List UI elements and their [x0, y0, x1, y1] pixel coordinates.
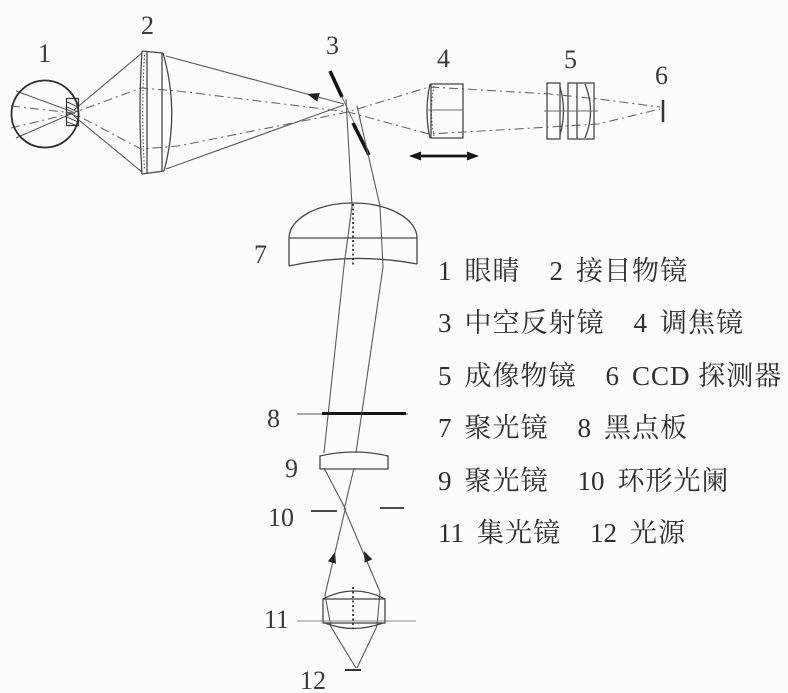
part-label-8: 8 [267, 404, 280, 433]
condenser-lens-7 [289, 203, 417, 266]
collector-body [323, 599, 385, 623]
legend-num: 10 [577, 465, 605, 496]
part-label-11: 11 [264, 605, 290, 634]
mirror-thick-lower [353, 123, 369, 155]
objective-lens [140, 51, 172, 174]
legend-name: 黑点板 [604, 413, 688, 444]
solid-ray-top-1 [74, 53, 142, 110]
legend-row-6 [438, 507, 782, 559]
hollow-mirror [330, 71, 369, 155]
part-label-5: 5 [564, 45, 577, 74]
legend-num: 3 [438, 308, 452, 339]
part-label-7: 7 [254, 240, 267, 269]
legend-name: 光源 [630, 518, 686, 549]
illum-ray-stop-lens11-r [345, 510, 380, 592]
collector-top-arc [323, 591, 385, 599]
focus-lens [427, 84, 463, 138]
illum-ray-in-dome-l [344, 206, 352, 266]
part-label-3: 3 [326, 31, 339, 60]
illum-ray-source-r [357, 626, 377, 668]
focus-lens-face-hatch [432, 86, 435, 136]
focus-lens-body [431, 84, 463, 138]
legend-name: 中空反射镜 [464, 308, 605, 339]
ray-direction-arrow-to-eye [306, 90, 320, 102]
legend-num: 9 [438, 465, 452, 496]
solid-ray-bottom-1 [74, 116, 142, 172]
illum-ray-mirror-dome-r [357, 106, 380, 206]
legend-num: 11 [438, 518, 464, 549]
legend-num: 2 [549, 256, 563, 286]
legend-num: 8 [577, 413, 591, 444]
objective-bottom-edge [142, 171, 164, 174]
eye-inner-ray-2 [16, 113, 73, 138]
eye-inner-ray-1 [16, 91, 73, 112]
focus-travel-arrowhead-right [467, 152, 479, 161]
objective-top-edge [142, 51, 163, 53]
legend-row-2 [438, 297, 782, 349]
illum-ray-source-l [331, 627, 356, 668]
legend-num: 1 [438, 256, 452, 286]
legend-num: 4 [633, 308, 647, 339]
legend-name: 成像物镜 [464, 360, 577, 391]
objective-face-hatch [143, 55, 145, 170]
illum-direction-arrow-left [328, 551, 339, 564]
legend-num: 7 [438, 413, 452, 444]
legend-name: CCD 探测器 [632, 360, 783, 391]
objective-left-face [140, 51, 142, 174]
focus-lens-left-face [427, 84, 430, 138]
legend-num: 5 [438, 360, 452, 391]
part-label-4: 4 [437, 44, 450, 73]
legend-row-3 [438, 350, 782, 402]
legend-row-5 [438, 455, 782, 507]
condenser-lens-9 [320, 452, 388, 469]
legend [438, 245, 782, 559]
part-label-2: 2 [141, 11, 154, 40]
part-label-1: 1 [38, 39, 51, 68]
legend-row-1 [438, 245, 782, 297]
part-label-10: 10 [268, 503, 294, 532]
illum-ray-lens9-stop-l [324, 468, 346, 510]
legend-name: 聚光镜 [464, 413, 549, 444]
legend-name: 调焦镜 [660, 308, 744, 339]
imaging-lens-group [544, 83, 598, 139]
illum-direction-arrow-right [360, 549, 372, 562]
legend-num: 6 [605, 360, 619, 391]
black-dot-plate [297, 414, 408, 415]
collector-bottom-arc [325, 623, 383, 629]
legend-num: 12 [590, 518, 617, 549]
collector-lens [297, 587, 416, 629]
solid-ray-bottom-2 [166, 105, 344, 169]
legend-row-4 [438, 402, 782, 454]
illum-ray-dome-lens9-r [356, 267, 383, 453]
objective-right-face [163, 53, 172, 171]
part-label-6: 6 [655, 61, 668, 90]
illum-ray-in-dome-r [380, 206, 383, 267]
illum-ray-in-lens11-l [325, 595, 331, 627]
focus-travel-arrowhead-left [409, 152, 421, 161]
legend-name: 聚光镜 [464, 465, 549, 496]
legend-name: 环形光阑 [617, 465, 730, 496]
focus-travel-arrow [409, 152, 479, 161]
imaging-solid-rays [16, 53, 344, 172]
annular-stop [311, 508, 404, 511]
mirror-thick-upper [330, 71, 342, 97]
illumination-rays [324, 99, 383, 668]
illum-ray-lens9-stop-r [344, 468, 354, 510]
part-label-12: 12 [300, 666, 326, 693]
illum-ray-dome-lens9-l [324, 266, 344, 453]
legend-name: 接目物镜 [576, 256, 688, 286]
illum-ray-mirror-dome-l [346, 99, 352, 206]
legend-name: 集光镜 [477, 518, 561, 549]
part-label-9: 9 [285, 454, 298, 483]
legend-name: 眼睛 [464, 256, 521, 286]
